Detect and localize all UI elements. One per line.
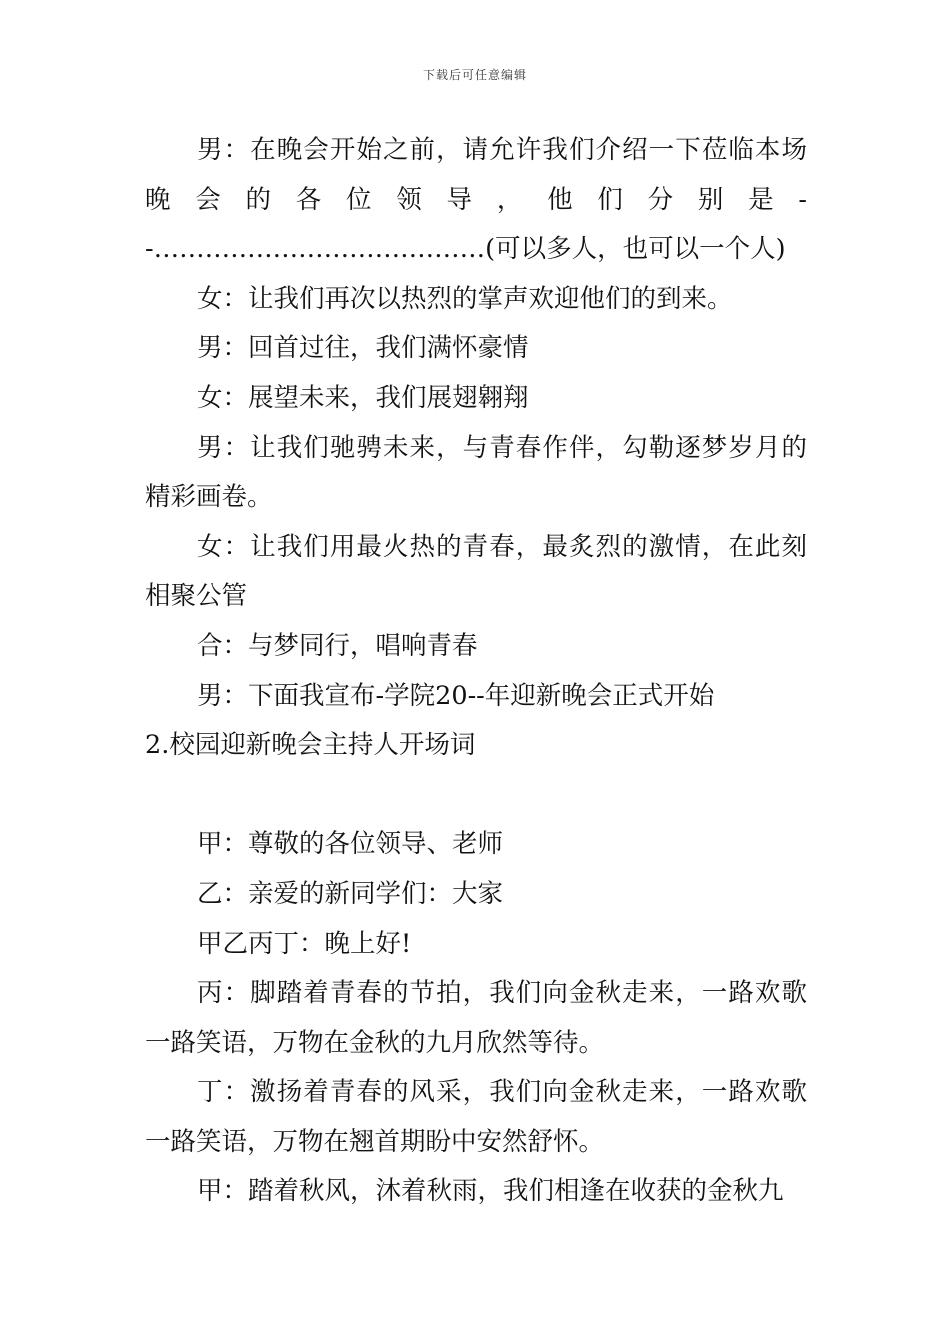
- section-heading: 2.校园迎新晚会主持人开场词: [145, 730, 476, 761]
- paragraph-2: 女：让我们再次以热烈的掌声欢迎他们的到来。: [197, 283, 733, 314]
- paragraph-10: 乙：亲爱的新同学们：大家: [197, 878, 504, 909]
- paragraph-14: 甲：踏着秋风，沐着秋雨，我们相逢在收获的金秋九: [197, 1176, 784, 1207]
- paragraph-9: 甲：尊敬的各位领导、老师: [197, 829, 504, 860]
- paragraph-1: 男：在晚会开始之前，请允许我们介绍一下莅临本场晚会的各位领导，他们分别是--…………………………………(可以多人，也可以一个人): [145, 135, 807, 265]
- page-header: 下载后可任意编辑: [422, 68, 527, 82]
- paragraph-7: 合：与梦同行，唱响青春: [197, 630, 478, 661]
- paragraph-3: 男：回首过往，我们满怀豪情: [197, 333, 529, 364]
- paragraph-8: 男：下面我宣布-学院20--年迎新晚会正式开始: [197, 680, 715, 711]
- paragraph-5: 男：让我们驰骋未来，与青春作伴，勾勒逐梦岁月的精彩画卷。: [145, 432, 807, 513]
- paragraph-4: 女：展望未来，我们展翅翱翔: [197, 382, 529, 413]
- paragraph-6: 女：让我们用最火热的青春，最炙烈的激情，在此刻相聚公管: [145, 531, 807, 612]
- paragraph-11: 甲乙丙丁：晚上好!: [197, 928, 412, 959]
- document-body: [145, 126, 807, 1217]
- blank-line: [145, 771, 807, 821]
- paragraph-13: 丁：激扬着青春的风采，我们向金秋走来，一路欢歌一路笑语，万物在翘首期盼中安然舒怀。: [145, 1077, 807, 1157]
- paragraph-12: 丙：脚踏着青春的节拍，我们向金秋走来，一路欢歌一路笑语，万物在金秋的九月欣然等待。: [145, 978, 807, 1058]
